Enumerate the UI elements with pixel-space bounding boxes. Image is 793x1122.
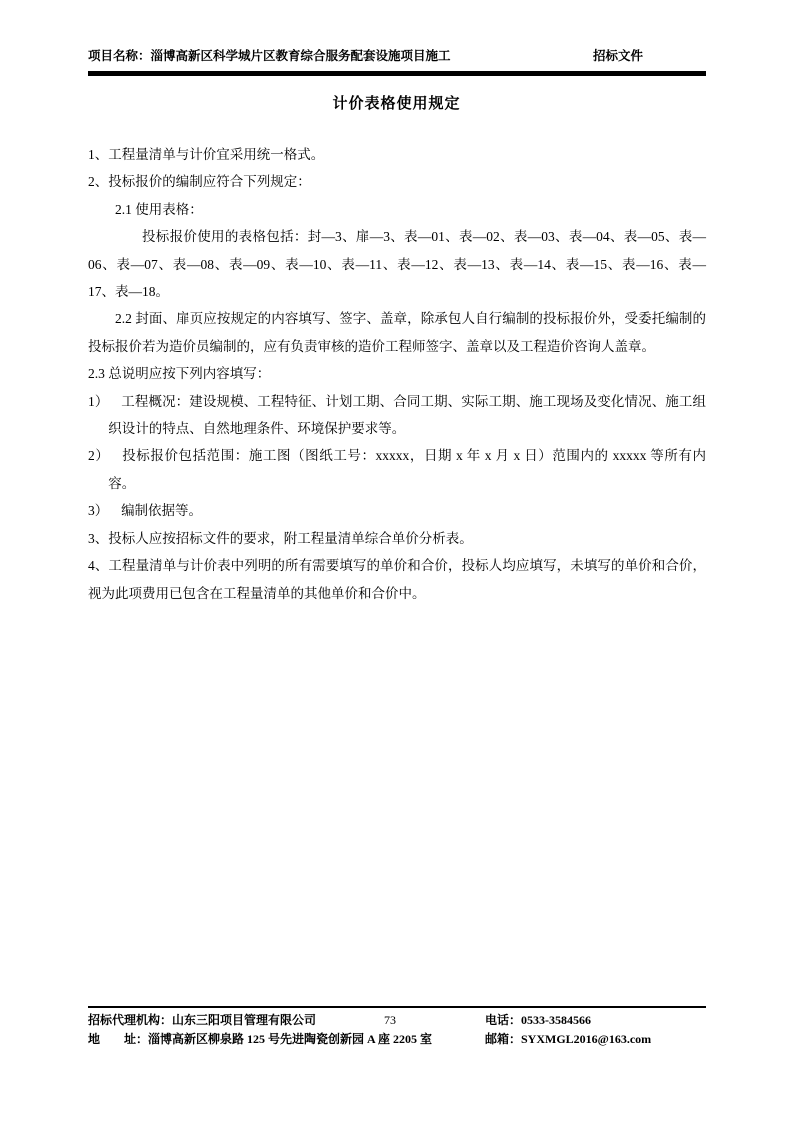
header-row xyxy=(88,47,706,65)
paragraph: 2.3 总说明应按下列内容填写： xyxy=(88,366,271,382)
page-number: 73 xyxy=(384,1013,396,1027)
header-project-name: 项目名称：淄博高新区科学城片区教育综合服务配套设施项目施工 xyxy=(88,49,451,63)
page-title: 计价表格使用规定 xyxy=(332,96,461,112)
list-item xyxy=(88,497,706,524)
list-item-text: 编制依据等。 xyxy=(121,503,203,519)
list-item xyxy=(88,442,706,497)
paragraph: 2.2 封面、扉页应按规定的内容填写、签字、盖章，除承包人自行编制的投标报价外，受委托编制的投标报价若为造价员编制的，应有负责审核的造价工程师签字、盖章以及工程造价咨询人盖章。 xyxy=(88,311,706,354)
list-item xyxy=(88,388,706,443)
footer-phone: 电话：0533-3584566 xyxy=(485,1013,591,1027)
list-item-text: 投标报价包括范围：施工图（图纸工号：xxxxx，日期 x 年 x 月 x 日）范围内的 xxxxx 等所有内容。 xyxy=(108,448,707,491)
list-item-number: 3） xyxy=(88,503,109,519)
list-item-number: 1） xyxy=(88,393,109,409)
footer-rule xyxy=(88,1006,706,1008)
paragraph: 1、工程量清单与计价宜采用统一格式。 xyxy=(88,147,325,162)
footer-email: 邮箱：SYXMGL2016@163.com xyxy=(485,1032,652,1046)
footer-row-2 xyxy=(88,1030,706,1049)
document-body xyxy=(88,141,706,607)
paragraph: 4、工程量清单与计价表中列明的所有需要填写的单价和合价，投标人均应填写，未填写的单价和合价，视为此项费用已包含在工程量清单的其他单价和合价中。 xyxy=(88,558,706,601)
footer-agency: 招标代理机构：山东三阳项目管理有限公司 xyxy=(88,1013,317,1027)
page-footer xyxy=(88,1006,706,1049)
header-rule xyxy=(88,71,706,76)
list-item-text: 工程概况：建设规模、工程特征、计划工期、合同工期、实际工期、施工现场及变化情况、施工组织设计的特点、自然地理条件、环境保护要求等。 xyxy=(108,393,707,437)
footer-address: 地 址：淄博高新区柳泉路 125 号先进陶瓷创新园 A 座 2205 室 xyxy=(88,1032,433,1046)
paragraph: 3、投标人应按招标文件的要求，附工程量清单综合单价分析表。 xyxy=(88,530,473,546)
paragraph: 投标报价使用的表格包括：封—3、扉—3、表—01、表—02、表—03、表—04、表—05、表—06、表—07、表—08、表—09、表—10、表—11、表—12、表—13、表—14、表—15、表—16、表—17、表—18。 xyxy=(88,229,706,300)
header-doc-type: 招标文件 xyxy=(593,49,644,63)
footer-row-1 xyxy=(88,1011,706,1030)
page-header xyxy=(88,47,706,76)
paragraph: 2.1 使用表格： xyxy=(115,201,203,217)
paragraph: 2、投标报价的编制应符合下列规定： xyxy=(88,174,311,190)
list-item-number: 2） xyxy=(88,448,110,464)
